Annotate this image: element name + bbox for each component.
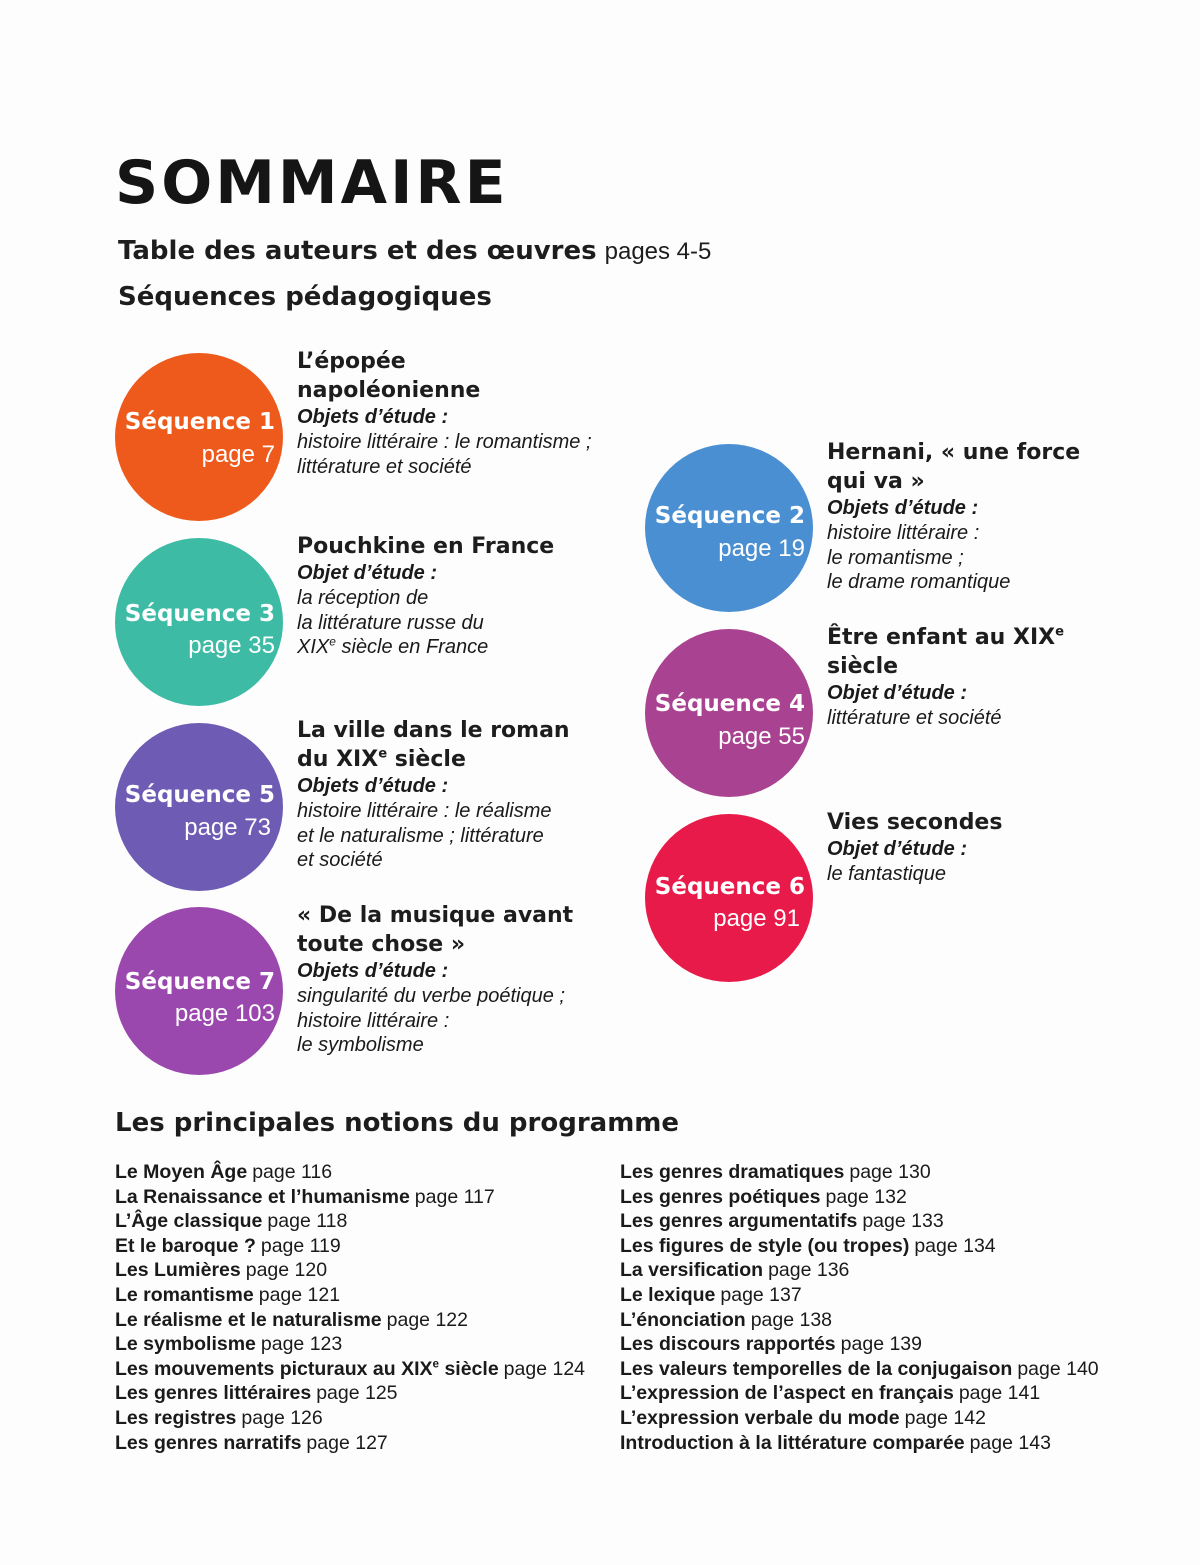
sequence-3-description <box>297 532 617 660</box>
sequence-2-objects: histoire littéraire : le romantisme ; le drame romantique <box>827 522 1011 593</box>
sequence-4-objects-label: Objet d’étude : <box>827 682 967 704</box>
sequence-3-circle[interactable] <box>115 538 283 706</box>
sequence-7-title: « De la musique avant toute chose » <box>297 903 574 957</box>
sequence-4-objects: littérature et société <box>827 707 1002 729</box>
sequence-4-title: Être enfant au XIXe siècle <box>827 624 1065 679</box>
sequence-6-page: page 91 <box>713 905 800 932</box>
sequence-2-page: page 19 <box>718 535 805 562</box>
notion-item[interactable]: L’Âge classique page 118 <box>115 1210 348 1233</box>
notion-item[interactable]: La versification page 136 <box>620 1259 850 1282</box>
sequence-7-circle[interactable] <box>115 907 283 1075</box>
sequence-7-description <box>297 901 597 1058</box>
sequence-5-title: La ville dans le roman du XIXe siècle <box>297 718 570 772</box>
sequence-2-title: Hernani, « une force qui va » <box>827 440 1081 494</box>
sequence-1-circle[interactable] <box>115 353 283 521</box>
sequence-5-label: Séquence 5 <box>124 782 275 808</box>
sequence-6-title: Vies secondes <box>827 810 1003 835</box>
notion-item[interactable]: Et le baroque ? page 119 <box>115 1234 341 1257</box>
sequence-6-label: Séquence 6 <box>654 874 805 900</box>
notion-item[interactable]: Les Lumières page 120 <box>115 1259 328 1282</box>
notion-item[interactable]: Les genres argumentatifs page 133 <box>620 1210 944 1233</box>
notion-item[interactable]: Les valeurs temporelles de la conjugaison page 140 <box>620 1357 1099 1380</box>
sequence-7-objects-label: Objets d’étude : <box>297 960 449 982</box>
sequence-6-objects: le fantastique <box>827 863 946 885</box>
sequence-5-description <box>297 716 597 873</box>
notions-list-left <box>115 1160 585 1455</box>
notion-item[interactable]: Les genres dramatiques page 130 <box>620 1161 931 1183</box>
notion-item[interactable]: La Renaissance et l’humanisme page 117 <box>115 1185 495 1208</box>
sequence-2-label: Séquence 2 <box>654 503 805 529</box>
sequence-1-objects: histoire littéraire : le romantisme ; littérature et société <box>297 431 592 478</box>
sequence-3-objects: la réception de la littérature russe du XIXe siècle en France <box>297 587 489 658</box>
sequence-1-label: Séquence 1 <box>124 409 275 435</box>
sequence-5-page: page 73 <box>184 814 271 841</box>
sequence-1-description <box>297 347 592 479</box>
notion-item[interactable]: L’expression de l’aspect en français page 141 <box>620 1382 1041 1405</box>
notion-item[interactable]: Les genres littéraires page 125 <box>115 1382 398 1405</box>
toc-authors-label: Table des auteurs et des œuvres <box>118 236 597 266</box>
sequence-7-page: page 103 <box>174 1000 275 1027</box>
sequence-2-circle[interactable] <box>645 444 813 612</box>
sequence-3-label: Séquence 3 <box>124 601 275 627</box>
sequence-6-description <box>827 808 1117 887</box>
notion-item[interactable]: Les registres page 126 <box>115 1406 323 1429</box>
sequence-5-circle[interactable] <box>115 723 283 891</box>
sequence-6-objects-label: Objet d’étude : <box>827 838 967 860</box>
sequences-heading: Séquences pédagogiques <box>118 282 492 312</box>
sequence-3-page: page 35 <box>188 632 275 659</box>
notions-list-right <box>620 1160 1099 1455</box>
notion-item[interactable]: Les figures de style (ou tropes) page 134 <box>620 1234 996 1257</box>
notion-item[interactable]: Les discours rapportés page 139 <box>620 1333 922 1356</box>
sequence-4-label: Séquence 4 <box>654 691 805 717</box>
toc-authors-entry[interactable] <box>118 236 711 266</box>
notion-item[interactable]: Le romantisme page 121 <box>115 1283 341 1306</box>
sequence-7-objects: singularité du verbe poétique ; histoire littéraire : le symbolisme <box>297 985 565 1056</box>
page-title: SOMMAIRE <box>115 148 509 218</box>
sequence-1-objects-label: Objets d’étude : <box>297 406 449 428</box>
sequence-4-description <box>827 623 1117 731</box>
notion-item[interactable]: Les mouvements picturaux au XIXe siècle page 124 <box>115 1357 586 1380</box>
notion-item[interactable]: Le réalisme et le naturalisme page 122 <box>115 1308 468 1331</box>
sequence-3-title: Pouchkine en France <box>297 534 555 559</box>
notion-item[interactable]: Le symbolisme page 123 <box>115 1333 343 1356</box>
toc-authors-pages: pages 4-5 <box>604 238 712 265</box>
sequence-1-title: L’épopée napoléonienne <box>297 349 481 403</box>
sequence-5-objects: histoire littéraire : le réalisme et le naturalisme ; littérature et société <box>297 800 552 871</box>
notions-heading: Les principales notions du programme <box>115 1108 680 1138</box>
sequence-3-objects-label: Objet d’étude : <box>297 562 437 584</box>
sequence-4-circle[interactable] <box>645 629 813 797</box>
sequence-2-description <box>827 438 1117 595</box>
notion-item[interactable]: L’expression verbale du mode page 142 <box>620 1406 986 1429</box>
notion-item[interactable]: L’énonciation page 138 <box>620 1308 833 1331</box>
notion-item[interactable]: Introduction à la littérature comparée page 143 <box>620 1431 1051 1454</box>
notion-item[interactable]: Les genres poétiques page 132 <box>620 1185 907 1208</box>
sequence-4-page: page 55 <box>718 723 805 750</box>
notion-item[interactable]: Le lexique page 137 <box>620 1283 802 1306</box>
sequence-1-page: page 7 <box>201 441 275 468</box>
notion-item[interactable]: Les genres narratifs page 127 <box>115 1431 388 1454</box>
sequence-5-objects-label: Objets d’étude : <box>297 775 449 797</box>
sequence-2-objects-label: Objets d’étude : <box>827 497 979 519</box>
sequence-7-label: Séquence 7 <box>124 969 275 995</box>
sequence-6-circle[interactable] <box>645 814 813 982</box>
notion-item[interactable]: Le Moyen Âge page 116 <box>115 1161 333 1183</box>
